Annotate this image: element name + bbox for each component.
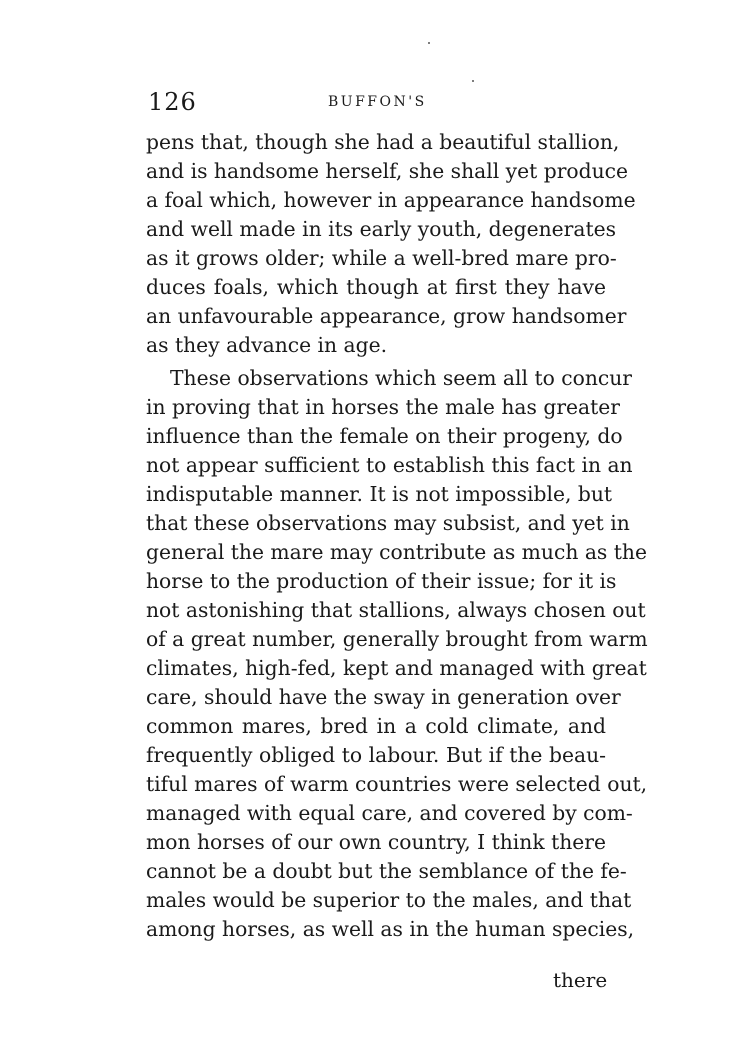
text-line: not appear sufficient to establish this fact in an <box>146 453 633 477</box>
text-line: horse to the production of their issue; for it is <box>146 569 617 593</box>
text-line: in proving that in horses the male has greater <box>146 395 620 419</box>
text-line: an unfavourable appearance, grow handsomer <box>146 304 627 328</box>
text-line: not astonishing that stallions, always chosen out <box>146 598 646 622</box>
text-line: of a great number, generally brought from warm <box>146 627 648 651</box>
text-line: influence than the female on their progeny, do <box>146 424 623 448</box>
text-line: cannot be a doubt but the semblance of the fe- <box>146 859 627 883</box>
text-line: as they advance in age. <box>146 333 388 357</box>
catchword: there <box>553 968 608 992</box>
text-line: among horses, as well as in the human species, <box>146 917 635 941</box>
text-line: and well made in its early youth, degenerates <box>146 217 617 241</box>
text-line: a foal which, however in appearance handsome <box>146 188 636 212</box>
text-line: climates, high-fed, kept and managed with great <box>146 656 647 680</box>
text-line: duces foals, which though at first they have <box>146 275 606 299</box>
text-line: mon horses of our own country, I think there <box>146 830 606 854</box>
text-line: males would be superior to the males, and that <box>146 888 632 912</box>
text-line: and is handsome herself, she shall yet produce <box>146 159 629 183</box>
text-line: indisputable manner. It is not impossible, but <box>146 482 613 506</box>
running-head: BUFFON'S <box>328 94 427 110</box>
text-line: These observations which seem all to concur <box>170 366 632 390</box>
text-line: managed with equal care, and covered by com- <box>146 801 633 825</box>
paragraph <box>146 364 648 944</box>
page-number: 126 <box>148 88 197 116</box>
text-line: that these observations may subsist, and yet in <box>146 511 630 535</box>
text-line: care, should have the sway in generation over <box>146 685 621 709</box>
page-header <box>148 88 608 118</box>
body-text <box>146 128 648 944</box>
paper-speck <box>472 80 474 82</box>
text-line: as it grows older; while a well-bred mare pro- <box>146 246 617 270</box>
paper-speck <box>428 42 430 44</box>
paragraph <box>146 128 636 360</box>
text-line: frequently obliged to labour. But if the beau- <box>146 743 606 767</box>
text-line: common mares, bred in a cold climate, and <box>146 714 606 738</box>
text-line: general the mare may contribute as much as the <box>146 540 648 564</box>
text-line: tiful mares of warm countries were selected out, <box>146 772 648 796</box>
text-line: pens that, though she had a beautiful stallion, <box>146 130 620 154</box>
